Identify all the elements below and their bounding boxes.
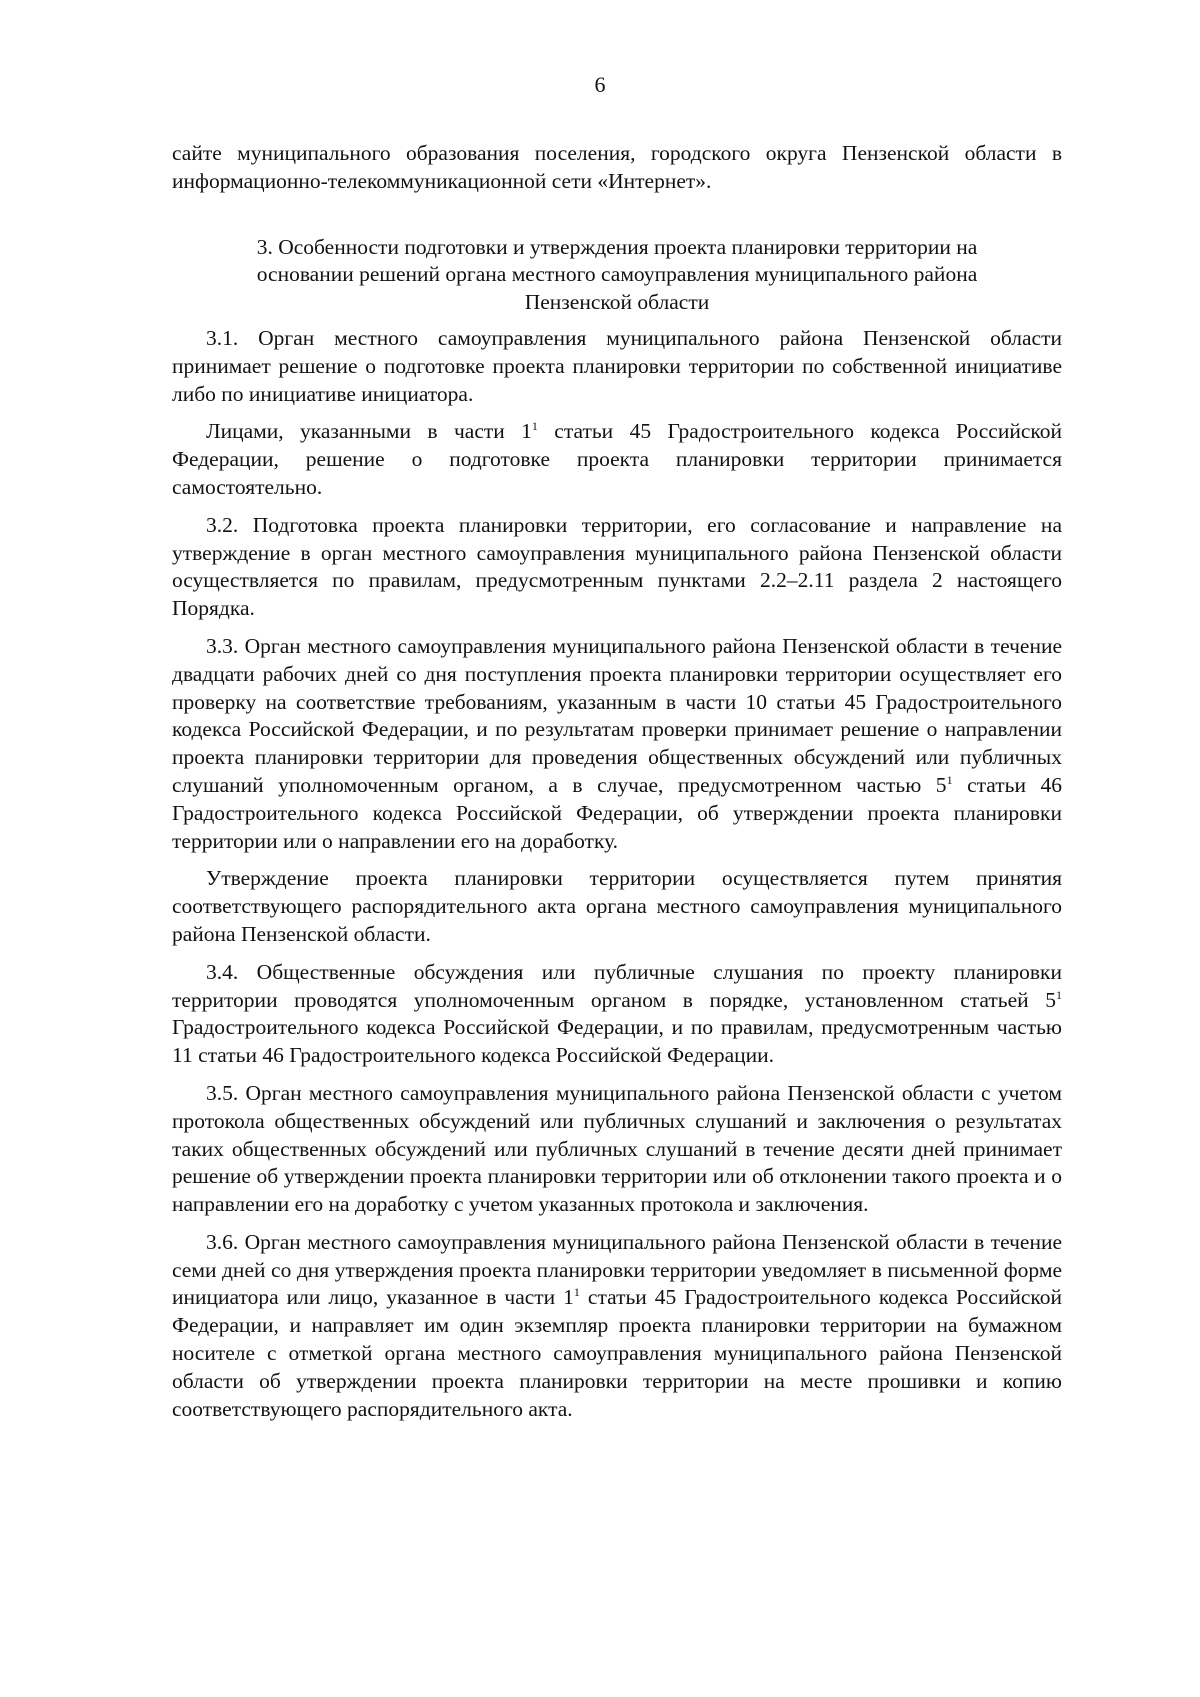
paragraph-text: 3.4. Общественные обсуждения или публичные слушания по проекту планировки территории проводятся уполномоченным органом в порядке, установленном статьей 5 (172, 959, 1062, 1012)
superscript: 1 (531, 419, 538, 434)
superscript: 1 (1056, 987, 1062, 1002)
intro-paragraph: сайте муниципального образования поселения, городского округа Пензенской области в информационно-телекоммуникационной сети «Интернет». (172, 141, 1062, 193)
paragraph-text: статьи 46 Градостроительного кодекса Российской Федерации, об утверждении проекта планировки территории или о направлении его на доработку. (172, 772, 1062, 853)
paragraph-text: 3.3. Орган местного самоуправления муниципального района Пензенской области в течение двадцати рабочих дней со дня поступления проекта планировки территории осуществляет его проверку на соответствие требованиям, указанным в части 10 статьи 45 Градостроительного кодекса Российской Федерации, и по результатам проверки принимает решение о направлении проекта планировки территории для проведения общественных обсуждений или публичных слушаний уполномоченным органом, а в случае, предусмотренном частью 5 (172, 633, 1062, 797)
paragraph-3-6 (172, 1229, 1062, 1424)
paragraph-3-5: 3.5. Орган местного самоуправления муниципального района Пензенской области с учетом протокола общественных обсуждений или публичных слушаний и заключения о результатах таких общественных обсуждений или публичных слушаний в течение десяти дней принимает решение об утверждении проекта планировки территории или об отклонении такого проекта и о направлении его на доработку с учетом указанных протокола и заключения. (172, 1080, 1062, 1217)
superscript: 1 (573, 1285, 580, 1300)
paragraph-3-1-persons (172, 418, 1062, 501)
paragraph-3-1: 3.1. Орган местного самоуправления муниципального района Пензенской области принимает решение о подготовке проекта планировки территории по собственной инициативе либо по инициативе инициатора. (172, 325, 1062, 406)
document-body (172, 140, 1062, 1433)
paragraph-text: статьи 45 Градостроительного кодекса Российской Федерации, и направляет им один экземпляр проекта планировки территории на бумажном носителе с отметкой органа местного самоуправления муниципального района Пензенской области об утверждении проекта планировки территории на месте прошивки и копию соответствующего распорядительного акта. (172, 1285, 1062, 1421)
paragraph-text: 3.6. Орган местного самоуправления муниципального района Пензенской области в течение семи дней со дня утверждения проекта планировки территории уведомляет в письменной форме инициатора или лицо, указанное в части 1 (172, 1229, 1062, 1310)
paragraph-text: Лицами, указанными в части 1 (206, 419, 532, 444)
paragraph-3-3-approval: Утверждение проекта планировки территории осуществляется путем принятия соответствующего распорядительного акта органа местного самоуправления муниципального района Пензенской области. (172, 866, 1062, 946)
paragraph-3-2: 3.2. Подготовка проекта планировки территории, его согласование и направление на утверждение в орган местного самоуправления муниципального района Пензенской области осуществляется по правилам, предусмотренным пунктами 2.2–2.11 раздела 2 настоящего Порядка. (172, 512, 1062, 621)
paragraph-text: Градостроительного кодекса Российской Федерации, и по правилам, предусмотренным частью 11 статьи 46 Градостроительного кодекса Российской Федерации. (172, 1015, 1062, 1068)
section-heading: 3. Особенности подготовки и утверждения проекта планировки территории на основании решений органа местного самоуправления муниципального района Пензенской области (256, 234, 978, 315)
paragraph-text: статьи 45 Градостроительного кодекса Российской Федерации, решение о подготовке проекта планировки территории принимается самостоятельно. (172, 419, 1062, 499)
page-number: 6 (594, 72, 606, 97)
paragraph-3-4 (172, 959, 1062, 1070)
paragraph-3-3 (172, 633, 1062, 855)
superscript: 1 (946, 772, 953, 787)
